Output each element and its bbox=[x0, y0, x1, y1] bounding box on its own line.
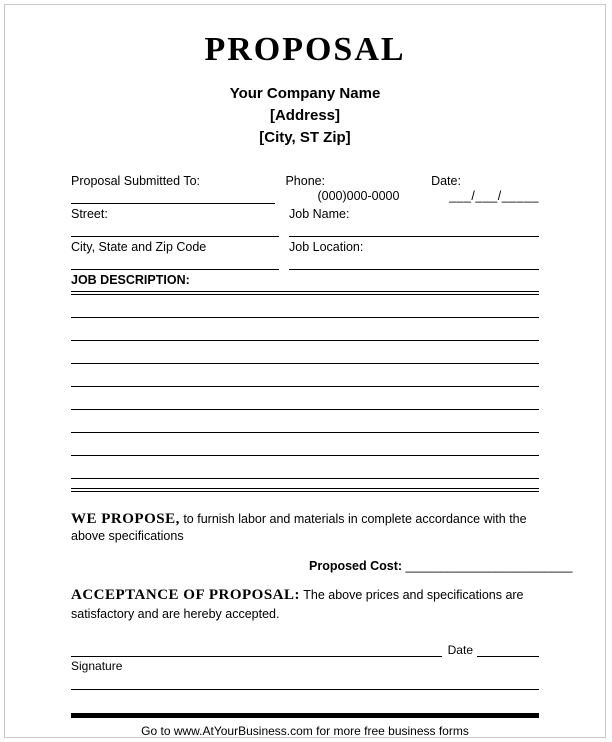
company-address: [Address] bbox=[269, 107, 340, 124]
date-field[interactable]: ___/___/_____ bbox=[449, 189, 539, 203]
job-description-bottom-rule bbox=[71, 488, 539, 492]
street-label: Street: bbox=[71, 207, 108, 221]
date-label: Date: bbox=[431, 174, 461, 188]
we-propose-lead: WE PROPOSE, bbox=[71, 511, 180, 527]
proposed-cost-field[interactable]: ________________________ bbox=[405, 559, 573, 573]
acceptance-text: The above prices and specifications are satisfactory and are hereby accepted. bbox=[71, 588, 524, 621]
we-propose-text: to furnish labor and materials in complete accordance with the above specifications bbox=[71, 512, 527, 543]
phone-field[interactable]: (000)000-0000 bbox=[317, 189, 400, 203]
city-state-zip-label: City, State and Zip Code bbox=[71, 240, 207, 254]
form-row-2 bbox=[71, 206, 539, 237]
submitted-to-field[interactable] bbox=[71, 189, 275, 204]
page-content bbox=[5, 5, 605, 738]
second-signature-field[interactable] bbox=[71, 674, 539, 690]
job-name-label: Job Name: bbox=[289, 207, 350, 221]
proposed-cost-label: Proposed Cost: bbox=[309, 559, 406, 573]
job-description-section bbox=[71, 273, 539, 492]
job-description-line[interactable] bbox=[71, 456, 539, 479]
proposal-form-page bbox=[4, 4, 606, 738]
form-row-1 bbox=[71, 173, 539, 204]
form-row-3 bbox=[71, 239, 539, 270]
job-description-line[interactable] bbox=[71, 364, 539, 387]
job-location-label: Job Location: bbox=[289, 240, 364, 254]
job-name-field[interactable] bbox=[289, 222, 539, 237]
job-description-line[interactable] bbox=[71, 433, 539, 456]
company-name: Your Company Name bbox=[229, 85, 381, 102]
job-description-line[interactable] bbox=[71, 318, 539, 341]
city-state-zip-field[interactable] bbox=[71, 255, 279, 270]
company-block bbox=[71, 83, 539, 149]
company-city-st-zip: [City, ST Zip] bbox=[259, 129, 351, 146]
job-description-line[interactable] bbox=[71, 295, 539, 318]
acceptance-paragraph bbox=[71, 586, 539, 624]
signature-row bbox=[71, 639, 539, 657]
signature-date-field[interactable] bbox=[477, 639, 539, 657]
acceptance-lead: ACCEPTANCE OF PROPOSAL: bbox=[71, 587, 300, 603]
job-description-label: JOB DESCRIPTION: bbox=[71, 273, 190, 287]
footer-text: Go to www.AtYourBusiness.com for more free business forms bbox=[141, 724, 469, 738]
phone-label: Phone: bbox=[285, 174, 326, 188]
proposed-cost-row bbox=[71, 559, 573, 573]
signature-label: Signature bbox=[71, 659, 123, 673]
job-description-line[interactable] bbox=[71, 410, 539, 433]
signature-date-label: Date bbox=[447, 643, 473, 657]
submitted-to-label: Proposal Submitted To: bbox=[71, 174, 201, 188]
page-title: PROPOSAL bbox=[204, 31, 406, 68]
footer-divider-bar bbox=[71, 713, 539, 718]
we-propose-paragraph bbox=[71, 511, 539, 545]
job-description-line[interactable] bbox=[71, 341, 539, 364]
contact-form-section bbox=[71, 173, 539, 270]
signature-field[interactable] bbox=[71, 639, 442, 657]
job-description-line[interactable] bbox=[71, 387, 539, 410]
street-field[interactable] bbox=[71, 222, 279, 237]
job-location-field[interactable] bbox=[289, 255, 539, 270]
